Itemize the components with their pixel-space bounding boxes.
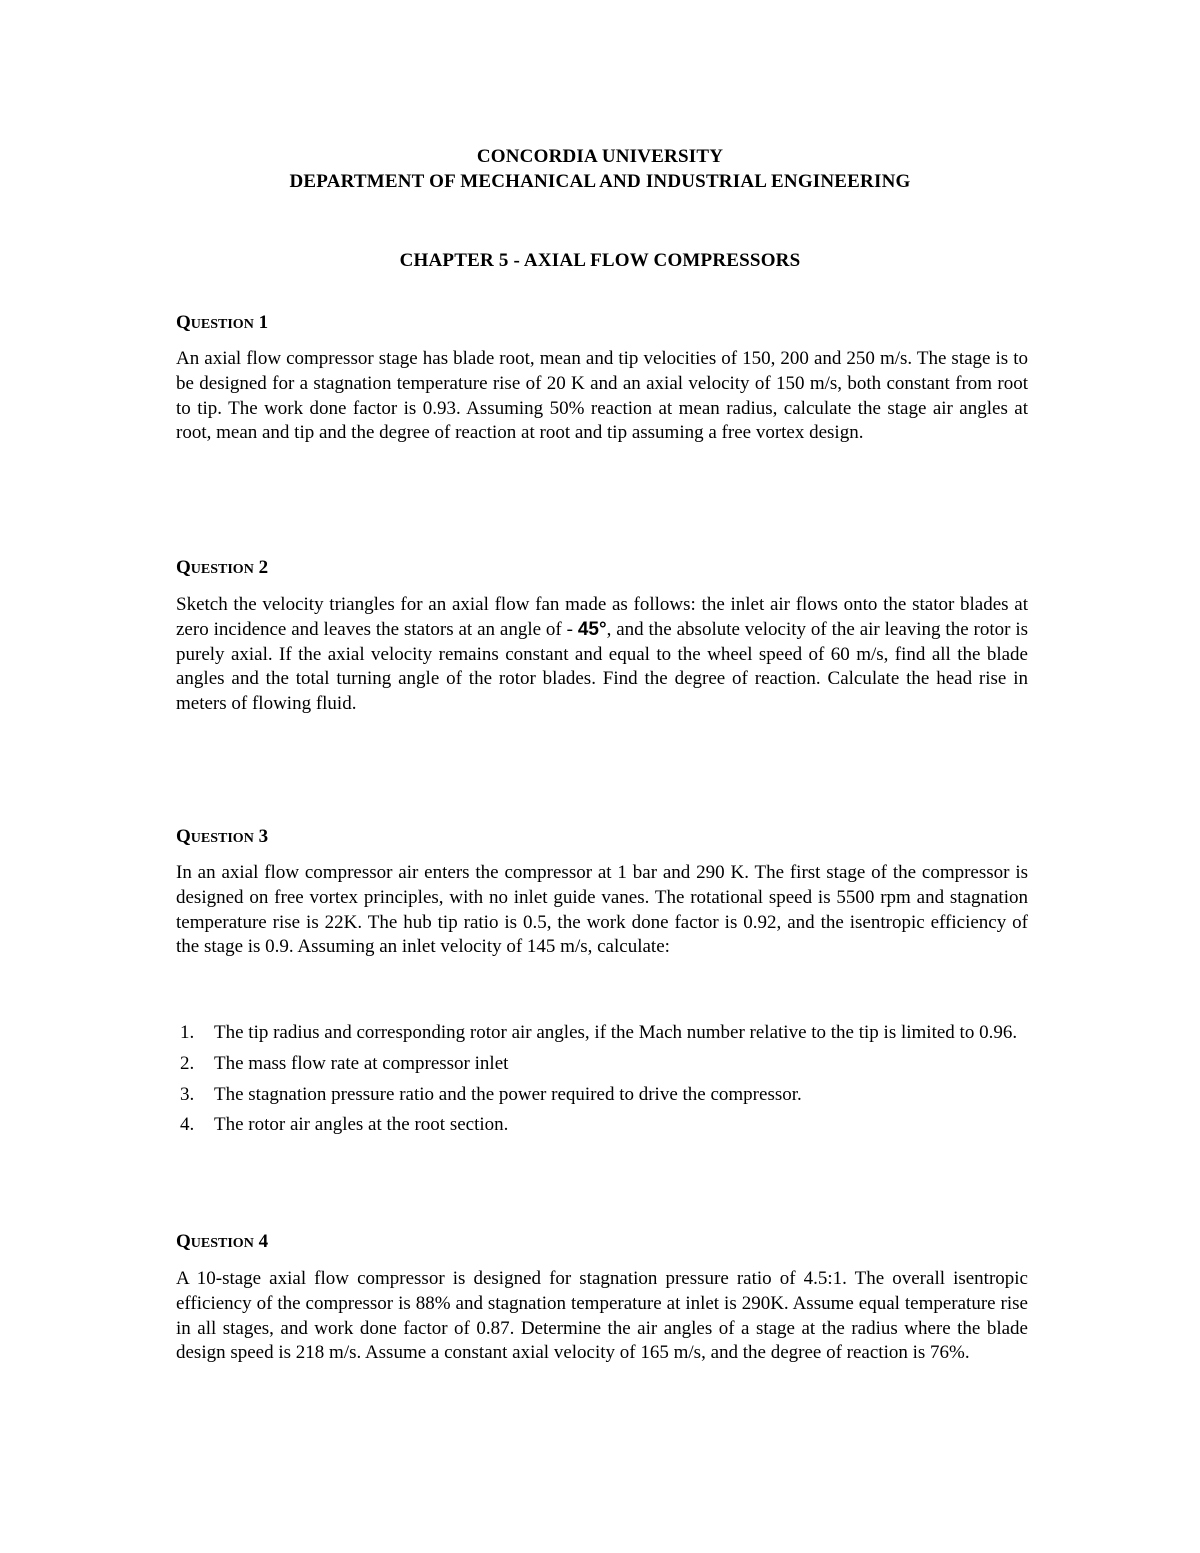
- question-4-text: A 10-stage axial flow compressor is designed for stagnation pressure ratio of 4.5:1. The overall isentropic efficiency of the compressor is 88% and stagnation temperature at inlet is 290K. Assume equal temperature rise in all stages, and work done factor of 0.87. Determine the air angles of a stage at the radius where the blade design speed is 218 m/s. Assume a constant axial velocity of 165 m/s, and the degree of reaction is 76%.: [176, 1268, 1028, 1364]
- question-3-text: In an axial flow compressor air enters the compressor at 1 bar and 290 K. The first stage of the compressor is designed on free vortex principles, with no inlet guide vanes. The rotational speed is 5500 rpm and stagnation temperature rise is 22K. The hub tip ratio is 0.5, the work done factor is 0.92, and the isentropic efficiency of the stage is 0.9. Assuming an inlet velocity of 145 m/s, calculate:: [176, 862, 1028, 958]
- question-3-heading: QUESTION 3: [176, 826, 269, 847]
- list-item: 3. The stagnation pressure ratio and the power required to drive the compressor.: [180, 1083, 802, 1105]
- list-item: 4. The rotor air angles at the root section.: [180, 1114, 509, 1136]
- question-2-text: Sketch the velocity triangles for an axial flow fan made as follows: the inlet air flows onto the stator blades at zero incidence and leaves the stators at an angle of - 45°, and the absolute velocity of the air leaving the rotor is purely axial. If the axial velocity remains constant and equal to the wheel speed of 60 m/s, find all the blade angles and the total turning angle of the rotor blades. Find the degree of reaction. Calculate the head rise in meters of flowing fluid.: [176, 594, 1028, 715]
- question-1-text: An axial flow compressor stage has blade root, mean and tip velocities of 150, 200 and 250 m/s. The stage is to be designed for a stagnation temperature rise of 20 K and an axial velocity of 150 m/s, both constant from root to tip. The work done factor is 0.93. Assuming 50% reaction at mean radius, calculate the stage air angles at root, mean and tip and the degree of reaction at root and tip assuming a free vortex design.: [176, 348, 1028, 444]
- question-2-heading: QUESTION 2: [176, 557, 269, 578]
- department-title: DEPARTMENT OF MECHANICAL AND INDUSTRIAL ENGINEERING: [289, 171, 911, 192]
- question-4-heading: QUESTION 4: [176, 1231, 269, 1252]
- question-3-list: [176, 1021, 1028, 1144]
- question-1-heading: QUESTION 1: [176, 312, 269, 333]
- university-title: CONCORDIA UNIVERSITY: [476, 146, 724, 167]
- angle-value: 45°: [577, 618, 607, 640]
- chapter-title: CHAPTER 5 - AXIAL FLOW COMPRESSORS: [399, 250, 801, 271]
- list-item: 1. The tip radius and corresponding rotor air angles, if the Mach number relative to the tip is limited to 0.96.: [180, 1022, 1018, 1043]
- list-item: 2. The mass flow rate at compressor inlet: [180, 1052, 509, 1074]
